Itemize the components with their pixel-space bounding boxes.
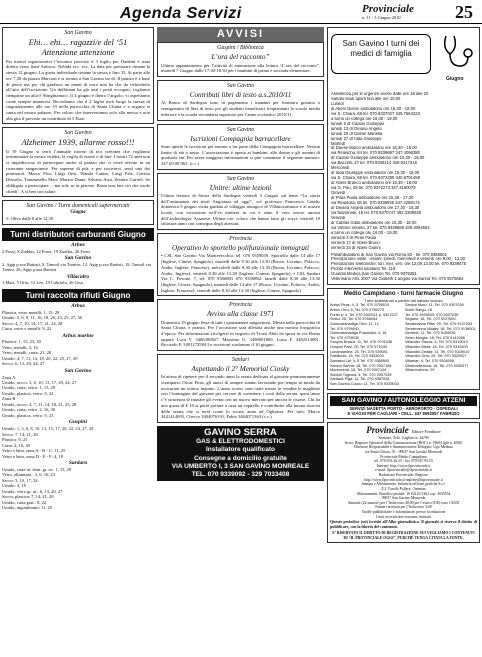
colophon-logo: Provinciale: [366, 424, 409, 435]
ad-tagline-2: Consegne a domicilio gratuite: [194, 454, 287, 462]
doctor-line: via Baccelli, 27 tel. 070.9336214 328.9317316: [331, 161, 417, 166]
colophon-line: Stampa e Allestimento: Industria officine grafiche S.r.l.: [361, 482, 446, 487]
doctor-line: dr Deiana Angela ambulatorio ore 17,30 - 18,30: [331, 205, 420, 210]
list-item: Umido: 1, 3, 6, 8, 10, 13, 15, 17, 20, 22, 24, 27, 29: [2, 426, 94, 432]
list-item: Secco: 7, 14, 21, 28: [2, 431, 38, 437]
doctor-line: lunedì 13 dr Deiana Angela: [331, 126, 382, 131]
list-item: Umido, carte ut. dom. gr. ut.: 1, 15, 29: [2, 466, 72, 472]
town-heading: Villacidro: [66, 273, 90, 280]
list-item: Secco: 3, 10, 17, 24: [2, 477, 38, 483]
ad-address: VIA UMBERTO I, 3 SAN GAVINO MONREALE: [171, 462, 310, 470]
colophon-line: Iscriz. Registro Operatori della Comunicazione (ROC) n. 19604 (già n. 2080): [344, 440, 463, 445]
list-item: Umido, vetro gr. ut.: 6, 13, 20, 27: [2, 488, 63, 494]
doctor-line: a turno un collega ore 16,00 - 19,00: [331, 230, 398, 235]
list-item: Carta, vetro e metalli: 8, 22: [2, 326, 52, 332]
doctor-footer-line: Veterinario ASL 2007 Via Gioberti 1 angolo via Sanna Tel. 070 9375684: [331, 277, 464, 282]
article-classe-1971: [157, 299, 324, 351]
fuel-turns: [2, 228, 154, 286]
ad-tagline: Installatore qualificato: [206, 446, 275, 454]
doctor-line: dr Daese Marco ambulatorio ore 16,30 - 18,00: [331, 146, 417, 151]
doctor-line: Mercoledì: [331, 166, 350, 171]
pharmacy-entry: Arbus Piras: 4, 5, Tel. 070 9758010: [330, 303, 390, 308]
article-kicker: San Gavino: [226, 83, 255, 90]
colophon: [327, 422, 480, 543]
doctors-header: [328, 28, 479, 90]
list-item: Vetro e latta, zona A - B - C: 11, 25: [2, 448, 66, 454]
article-headline: L’ora del racconto”: [211, 53, 270, 62]
colophon-line: Numeri arretrati per l’Italia euro 3,00: [375, 505, 432, 510]
pharmacy-entry: Guspini Bratzu: 11, Tel. 070 9701036: [330, 340, 393, 345]
doctor-line: via S. Chiara, 68 tel. 070.9337027 349.7664223: [331, 111, 420, 116]
doctors-title: San Gavino I turni dei medici di famiglia: [331, 34, 431, 74]
section-bar: Turni distributori carburanti Giugno: [2, 228, 154, 241]
article-kicker: San Gavino / Turni domenicali supermercati: [26, 203, 130, 210]
pharmacy-entry: Gonnosfanadiga Orrù: 11, 12: [330, 321, 379, 326]
article-headline-2: Attenzione attenzione: [41, 47, 115, 58]
article-headline: Iscrizioni Compagnia barracellare: [190, 134, 291, 143]
list-item: Vetro, metalli, carta: 21, 28: [2, 350, 52, 356]
list-item: Umido, carta, vetro: 1, 15, 29: [2, 385, 56, 391]
doctor-line: dr Cadoni Giuseppe ambulatorio ore 15,30 - 18,00: [331, 156, 425, 161]
pharmacy-entry: Sanluri Tognoia: 4, Tel. 070 9307039: [330, 372, 392, 377]
page-header: [0, 0, 482, 24]
colophon-line: tel. 070.933.36.35 - fax 070.937.93.53: [374, 459, 433, 464]
town-heading: San Gavino: [64, 254, 92, 261]
fuel-list: [2, 242, 154, 286]
colophon-line: Z.I. Tossilo Pollera - Amman: [381, 486, 426, 491]
list-item: Vetro e latta, zona D - E - F: 4, 18: [2, 453, 63, 459]
colophon-line: I testi ricevuti non verranno restituiti: [375, 514, 432, 519]
article-kicker: Provincia: [229, 302, 252, 309]
doctor-line: di Abeni Gianni ambulatorio ore 16,30 - 18,00: [331, 106, 416, 111]
article-sportello: [157, 233, 324, 296]
list-item: 5: Olivo dalle 8 alle 12,30: [6, 216, 53, 222]
list-item: 2 Fossi, S.Zuddas, 12 Fossi, 19 Zuddas, 26 Fossi: [2, 248, 90, 254]
list-item: Umido: 4, 18: [2, 483, 26, 489]
stethoscope-icon: [436, 32, 476, 72]
list-item: Zona B: [2, 396, 16, 402]
pharmacy-col-left: [330, 303, 402, 386]
colophon-line: Annuale (22 numeri) per l’Italia euro 40,00 per l’estero (UE) euro 130,00: [347, 500, 460, 505]
ad-subtitle: GAS & ELETTRODOMESTICI: [196, 438, 285, 446]
month-label: Giugno: [70, 210, 86, 216]
article-headline: Avviso alla classe 1971: [206, 310, 275, 319]
doctor-line: via Nazionale, 15 tel. 070.9370747 392.3308925: [331, 210, 422, 215]
pharmacy-entry: Gonnosfanadiga Pusceddu: 4, 18: [330, 331, 387, 336]
pharmacy-entry: Serrenti: 11, Tel. 070 9159035: [405, 331, 456, 336]
avvisi-banner: AVVISI: [157, 27, 324, 42]
article-ragazzi-51: [2, 27, 154, 124]
doctor-line: venerdì 17 dr Abeni Bruno: [331, 240, 380, 245]
doctor-footer-line: Prenotazione visite - esami: lunedì, mercoledì e venerdì ore 8,00 - 12,00: [331, 257, 466, 262]
doctor-line: Lunedì: [331, 101, 344, 106]
article-barracellare: [157, 124, 324, 170]
list-item: Umido, plastica, vetro: 9, 23: [2, 412, 54, 418]
pharmacy-subtitle: Turni settimanali a partire dal sabato incluso: [364, 297, 443, 303]
article-headline: Aspettando il 2° Memorial Ciosky: [191, 365, 290, 374]
pharmacy-grid: [330, 303, 477, 386]
article-body: In attesa di ripetere per il secondo anno la serata dedicata al giovane prematuramente scomparso Oscar Piras, gli amici di sempre stanno lavorando per tempo in modo da assicurare un ottimo impatto. L’anno scorso sono state messe in vendita le magliette con l’immagine del giovane per cercare di contenere i costi della serata, quest’anno c’è sicurezza di iniziare gli eventi con un nuovo mercato per ancora le risorse. Chi ha una quota di € 10 si potrà portare a casa un capitello e contribuire alla buona riuscita della serata che si terrà come lo scorso anno ad Ogliastra. Per info: Marco 3441414693, Checco 3404076191, Fabio 3404071363 (c.c.): [161, 374, 320, 420]
town-heading: Sardara: [68, 459, 88, 466]
pharmacy-entry: Lunamatrona: 25, Tel. 070 939081: [330, 349, 388, 354]
article-kicker: San Gavino: [64, 30, 92, 36]
article-headline: Ehi… ehi… ragazzi/e del ‘51: [28, 37, 128, 48]
doctor-line: Venerdì: [331, 215, 346, 220]
article-body: Al Banco di Sardegna sono in pagamento i mandati per fornitura gratuita o semigratuita di libri di testo per gli studenti beneficiari frequentanti la scuola media inferiore e la scuola secondaria superiore per l’anno scolastico 2010/11.: [161, 100, 320, 117]
issue-date: n. 11 - 3 Giugno 2010: [362, 15, 401, 20]
pharmacy-entry: Guspini Pani: 25, Tel. 070 971040: [330, 345, 387, 350]
pharmacy-entry: Sardara Piga: 11, Tel. 070 9387028: [330, 377, 390, 382]
list-item: Umido, carta, vetro: 2, 16, 30: [2, 407, 56, 413]
doctor-line: via S. Chiara, 58 tel. 070.9372289 340.8791458: [331, 176, 420, 181]
list-item: Carta: 2, 16, 30: [2, 442, 30, 448]
list-item: Umido: 5, 6, 9, 11, 16, 18, 20, 23, 25, 27, 30: [2, 315, 82, 321]
newspaper-logo: Provinciale: [362, 3, 414, 15]
section-bar: Turni raccolta rifiuti Giugno: [2, 289, 154, 302]
article-kicker: Sanluri: [231, 357, 250, 364]
list-item: Plastica: 1, 15, 23, 30: [2, 339, 41, 345]
doctor-footer-line: Pronto intervento sanitario Tel. 118: [331, 267, 396, 272]
ad-title: GAVINO SERRA: [204, 426, 277, 438]
doctor-line: a turno un collega ore 16,00 - 19,00: [331, 116, 398, 121]
article-body: Il 19 Giugno si terrà l’annuale ritorno di noi coetanei che vogliamo testimoniare la nostra vitalità, la voglia di essere e di fare. I nostri 72 anni non ci impediscono di partecipare anche al pranzo che ci verrà servito in un ristorante sangavinese. Per saperne di più, e per iscriversi, sentì una dei promotori. Marco Piso, Luigi Orrù, Wanda Cantas, Luigi Faìs, Gavino Dessolis, Tommasello Marr, Marzia Diana, Silvano Atza, Zentiro Gurreli. Se obbligato a partecipare… ma solo se tu piacere. Basta non fare ciò che vuole chiedi’. A si ben con salute.: [6, 148, 150, 194]
doctor-line: via Rinascita, 65 tel. 070.9339835 347.4258174: [331, 200, 420, 205]
article-unitre: [157, 173, 324, 230]
pharmacy-entry: Tel. 070 9799030: [330, 335, 360, 340]
article-headline: Operativo lo sportello polifunzionale immigrati: [172, 244, 309, 253]
pharmacy-col-right: [405, 303, 477, 386]
colophon-line: Provinciale Medio Campidano: [380, 454, 427, 459]
article-body: Ultima lezione di Storia della Sardegna venerdì 3 Giugno sul tema “La storia dell’insinuanza dei moti Angioiani ad oggi”, col professor Francesco Cauda; domenica 5 giugno visita guidata al villaggio nuragico di Villanovafranca e al museo locale, con escursione nell’ex miniera in cui è stato il vero tesoro ancora dell’archeologia: Assarese. Ultime ore: coloro che hanno fatto gli scavi; venerdì 10 chiusura anno con consegna degli attestati.: [161, 192, 320, 227]
colophon-line: Internet: http://www.ilprovinciale.it: [376, 463, 431, 468]
ad-atzeni: [327, 393, 480, 419]
town-heading: San Gavino: [64, 367, 92, 374]
doctor-line: dr Abeni Branco ambulatorio ore 15,30 - 18,00: [331, 181, 417, 186]
colophon-line: via Santa Chiara, 35 - 09037 San Gavino Monreale: [364, 449, 443, 454]
column-right: [327, 27, 480, 546]
waste-list: [2, 303, 154, 511]
article-headline: Unitre: ultime lezioni: [209, 183, 272, 192]
article-kicker: San Gavino: [226, 175, 255, 182]
ad-phone: TEL. 070 9339092 - 329 7033408: [191, 470, 290, 478]
ad-gavino-serra: [157, 426, 324, 481]
list-item: Vetro, metalli, 3, 16: [2, 344, 38, 350]
doctor-footer-line: Prenotazioni telefoniche: lun, mer, ven, ore 12,00 13,00 tel. 070 9339475: [331, 262, 467, 267]
article-biblioteca: [157, 42, 324, 77]
page-number: 25: [455, 2, 473, 22]
list-item: Umido, plastica, vetro: 8, 22: [2, 390, 54, 396]
article-body: Domenica 19 giugno festa di tutti i quarantenni sangavinesi. Messa nella parrocchia di Santa Chiara, e pranzo. Per l’occasione sarà allestita anche una mostra fotografica d’epoca. Per informazioni rivolgersi in negozio di Troisi Abiti da sposa in via Roma oppure Luca V. 3406300827, Massimo U. 3498691869, Luisa F. 3482314091, Riccardo F. 3491273584 Le iscrizioni scadranno il 10 giugno.: [161, 319, 320, 348]
pharmacy-entry: Villamar: 4, Tel. 070 9306006: [405, 358, 455, 363]
pharmacy-turns: [327, 288, 480, 389]
doctor-line: via Rinaschu, 84 tel. 070.9339697 347.4096380: [331, 151, 420, 156]
town-heading: Arbus: [71, 241, 85, 248]
doctor-line: via Vittorio Veneto, 27 tel. 070.9336869 349.3084594: [331, 225, 430, 230]
pharmacy-entry: Tel. 070 9799041: [330, 326, 360, 331]
doctors-footer: [331, 253, 476, 283]
colophon-line: 09037 San Gavino Monreale: [381, 496, 426, 501]
pharmacy-entry: Tel. 070 9939009, 070 9307039: [405, 312, 459, 317]
article-kicker: Provincia: [229, 236, 252, 243]
list-item: Zona A: [2, 374, 16, 380]
pharmacy-entry: Arbus Orrù: 5, Tel. 070 9756273: [330, 308, 384, 313]
doctor-footer-line: Guardia Medica San Gavino Tel. 070 9375251: [331, 272, 417, 277]
list-item: Secco, plastica: 7, 14, 21, 28: [2, 494, 54, 500]
doctors-intro-2: Sabato studi aperti fino alle ore 10,00: [331, 96, 401, 101]
pharmacy-entry: Villanovaforru: 25: [405, 368, 435, 373]
doctor-line: Giovedì: [331, 191, 346, 196]
ad-title: SAN GAVINO / AUTONOLEGGIO ATZENI: [330, 396, 477, 406]
list-item: Umido, carta grat.: 8, 22: [2, 499, 47, 505]
doctor-line: dr Idda Giuseppe ambulatorio ore 15,30 - 18,00: [331, 171, 420, 176]
colophon-line: http://www.ilprovinciale.it/regione@ilprovinciale.it: [364, 477, 443, 482]
list-item: Umido, secco: 4, 7, 11, 14, 18, 21, 25, 28: [2, 401, 77, 407]
pharmacy-entry: Serramanna Pitta: 25, Tel. 070 9137003: [405, 321, 473, 326]
pharmacy-entry: Samassi Lai: 4, 5 Tel. 070 9389500: [330, 358, 390, 363]
list-item: Plastica, vetro metalli: 1, 15, 29: [2, 309, 60, 315]
doctor-line: dr Cabras Gildo ambulatorio ore 15,30 - 18,00: [331, 220, 417, 225]
list-item: 2. Agip p.zza Battisti, 8, Tamoil via Trentro; 12. Agip p.zza Battisti, 19. Tamoil via Trento, 26, Agip p.zza Battisti: [2, 261, 151, 273]
month-label: Giugno: [446, 76, 464, 82]
column-middle: [157, 27, 324, 481]
article-body: Per motivi organizzativi l’incontro previsto il 3 luglio per Dudenti è stata diretta verso Sant’Antioco, Nebida ecc. ecc. La data per prenotare rimane la stessa 12 giugno. La quota individuale rimane la stessa e fino 35. Si parte alle ore 7,30 da piazza Marconi e si rientra a San Gavino tar di. Il pranzo è a base di pesce ma per chi gradisce un menù di terra non ha che da richiederlo all’atto dell’iscrizione. Un dulltiman ha già tutti i posti occupati, vogliamo riempirne un altro? Sbrighiamoci. Il 4 giugno è dietro l’angolo, vi aspettiamo come sempre numerosi. Ricordiamo che il 2 luglio avrà luogo la messa di ringraziamento alle ore 19 nella parrocchia di Santa Chiara e a seguire si canta nel nostro palazzo. Per coloro che interverranno solo alla messa e non alla gita il previsto un contributo di 5 Euro.: [6, 58, 150, 121]
pharmacy-entry: Villacidro Sanna: 4, Tel. 070 9315013: [405, 340, 468, 345]
doctor-line: venerdì 24 dr Abeni Gianni: [331, 245, 381, 250]
pharmacy-entry: Villacidro Zedda: 11, Tel. 070 9319010: [405, 349, 470, 354]
doctors-intro: Assistenza per le urgenze anche dalle ore 16 alle 20: [331, 92, 429, 96]
doctor-line: Martedì: [331, 141, 346, 146]
pharmacy-entry: Villanovafranca: 18, Tel. 070 9339377: [405, 363, 469, 368]
doctor-line: lunedì 20 dr Daese Mariella: [331, 131, 383, 136]
town-heading: Arbus marine: [62, 332, 94, 339]
list-item: Umido, ingombranti: 11, 25: [2, 505, 53, 511]
article-body: • CSL San Gavino Via Montevecchio, tel. 070 9358039. Sportello dalle 14 alle 17 (Inglese, Cinese, Spagnolo), martedì dalle 8.30 alle 13.30 (Rosso, Ucraino, Polacco, Arabo, Inglese, Francese), mercoledì dalle 8.30 alle 13.30 (Rosso, Ucraino, Polacco, Arabo, Inglese), venerdì 8.30 alle 13,30 (Inglese, Cinese, Spagnolo). • CSL Sanluri Via C. Pavone, 7, tel. 070 9306881 070 9356882: lunedì dalle 8.30 alle 13.30 (Inglese, Cinese, Spagnolo), martedì dalle 14 alle 17 (Rosso, Ucraino, Polacco, Arabo, Inglese, Francese), venerdì dalle 8.30 alle 13,30 (Inglese, Cinese, Spagnolo): [161, 253, 320, 293]
list-item: Secco: 4, 7, 10, 14, 17, 21, 24, 28: [2, 320, 63, 326]
article-body: Ultimo appuntamento per l’attività di animazione alla lettura “L’ora del racconto”, martedì 7 Giugno dalle 17.30-18.30 per i bambini di prima e seconda elementare.: [161, 62, 320, 74]
article-kicker: San Gavino: [226, 126, 255, 133]
town-heading: Arbus: [71, 303, 85, 310]
pharmacy-entry: Segariu: 18, Tel. 070 9107600: [405, 317, 456, 322]
pharmacy-entry: Furtei p: 4, Tel. 070 9302111 p. 9307227: [330, 312, 398, 317]
article-headline: Alzheimer 1939, allarme rosso!!!: [21, 137, 135, 148]
colophon-final: E’ RISERVATO IL DIRITTO DI REGISTRAZIONE SUI VEGLIAMO I CONTENUTI DI “IL PROVINCIALE OGGI”, PURCHÉ VENGA CITATA LA FONTE.: [332, 531, 475, 540]
pharmacy-entry: Sestu: 25, Tel. 070 9766044: [330, 317, 378, 322]
list-item: 1 Mais, 5 Orrù, 12 Lee, 19 Cabriolu, 26 Gisa: [2, 280, 83, 286]
colophon-line: Tariffe pubblicitarie e informazioni presso la redazione: [361, 510, 446, 515]
doctor-line: venerdì 3 dr Piras Paola: [331, 235, 376, 240]
doctor-line: dr Piras Paola ambulatorio ore 15,30 - 17,30: [331, 196, 414, 201]
pharmacy-entry: Sanluri Sanna: 18, Tel. 070 9307155: [330, 363, 392, 368]
doctors-list: [331, 102, 476, 251]
list-item: Secco: 6, 13, 20, 24, 27: [2, 361, 45, 367]
pharmacy-entry: Pabillonis: 18, Tel. 070 9353029: [330, 354, 384, 359]
pharmacy-entry: Villacidro Orrù: 25, Tel. 070 9320007: [405, 354, 467, 359]
doctor-line: lunedì 6 dr Cadoni Giuseppe: [331, 121, 385, 126]
section-title: Agenda Servizi: [120, 5, 242, 22]
colophon-line: Direttore Responsabile e Amministratore Delegato: Ugo Medusa: [354, 445, 453, 450]
article-kicker: Guspini / Biblioteca: [217, 45, 264, 52]
list-item: Vetro, alluminio.: 3, 6, 16, 23: [2, 472, 55, 478]
pharmacy-entry: Monteverdi: 18, Tel. 070 9307104: [330, 368, 387, 373]
ad-contact: E VIAGGI PER CAGLIARI • CELL. 347 9092057 FABRIZIO: [347, 410, 460, 416]
pharmacy-entry: Villacidro Melis: 18, Tel. 070 9332400: [405, 345, 468, 350]
pharmacy-title: Medio Campidano - turni farmacie Giugno: [343, 291, 464, 298]
doctor-line: lunedì 27 dr Idda Giuseppe: [331, 136, 382, 141]
article-kicker: San Gavino: [64, 130, 92, 137]
colophon-notice: Questo periodico (sei) iscritto all’Albo giornalistico. Il giornale si riserva il diritto di pubblicare, con la libertà del contenuto.: [330, 519, 477, 530]
pharmacy-entry: Setzu Murgia: 18, Tel. 070 9141066: [405, 335, 465, 340]
pharmacy-entry: San Gavino Cuccu: 11, Tel. 070 9339034: [330, 382, 399, 387]
town-heading: Guspini: [68, 419, 88, 426]
pharmacy-entry: Serramanna Vidalis: 18, Tel. 070 9138001: [405, 326, 476, 331]
list-item: Umido, secco: 3, 6, 10, 13, 17, 20, 24, 27: [2, 379, 77, 385]
article-alzheimer: [2, 127, 154, 197]
list-item: Umido: 4, 7, 11, 14, 18, 20, 22, 25, 27, 29: [2, 355, 78, 361]
colophon-tagline: Editore Fondatore: [411, 428, 441, 434]
waste-turns: [2, 289, 154, 511]
colophon-line: Abbonamenti: Bonifico postale: 10 02120 1362 ccp. 3045554: [356, 491, 451, 496]
doctors-box: [327, 27, 480, 285]
colophon-line: Redazione Provinciale: Registro: [378, 473, 429, 478]
supermarket-turns: [2, 200, 154, 224]
colophon-registration: Sezione, Trib. Cagliari n. 44/99: [378, 434, 429, 440]
ad-subtitle: SERVIZI NASETTA PORTO - AEROPORTO - OSPEDALI: [349, 405, 458, 411]
article-body: Sono aperte le iscrizioni per entrare a far parte della Compagnia barracellare. Nessun limite di età o sesso. L’associazione è aperta ai bambini, alle donne e gli uomini di qualsiasi età. Per avere maggiori informazioni si può contattare il seguente numero: 347 69 08 963. (c.c.): [161, 143, 320, 166]
colophon-lines: [330, 441, 477, 520]
pharmacy-entry: Siddi: Bargu: 18: [405, 308, 433, 313]
pharmacy-entry: Sanluri Muru: 11, Tel. 070 9307039: [405, 303, 464, 308]
colophon-line: e-mail: ilprovinciale@ilprovinciale.it: [375, 468, 432, 473]
list-item: Plastica: 9, 23: [2, 437, 28, 443]
article-headline: Contributi libri di testo a.s.2010/11: [189, 91, 292, 100]
doctor-line: via G. Pau, 28 tel. 070.9372273 347.4190079: [331, 186, 416, 191]
column-left: [2, 27, 154, 511]
doctor-footer-line: Poliambulatorio di San Gavino via Roma 83 - tel. 070 9368601: [331, 252, 447, 257]
article-memorial: [157, 354, 324, 423]
article-contributi: [157, 80, 324, 120]
